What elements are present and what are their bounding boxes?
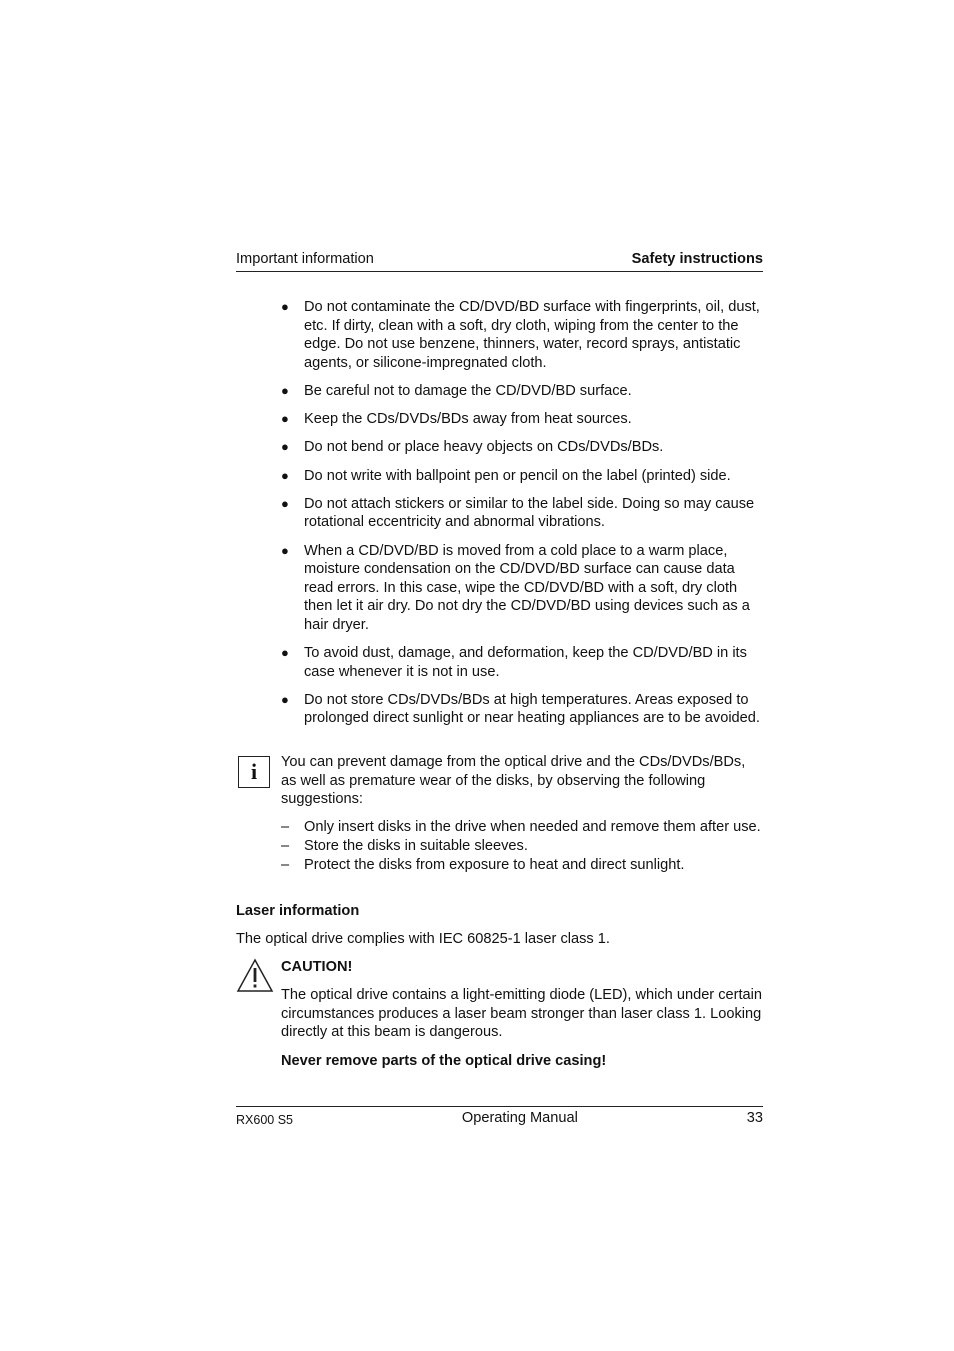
footer-model: RX600 S5 — [236, 1113, 293, 1127]
laser-text: The optical drive complies with IEC 60825-1 laser class 1. — [236, 931, 610, 947]
dash-icon: – — [281, 856, 290, 873]
caution-warning: Never remove parts of the optical drive casing! — [281, 1052, 607, 1069]
list-item: ● Do not bend or place heavy objects on CDs/DVDs/BDs. — [281, 439, 664, 456]
list-item: ● Do not write with ballpoint pen or pencil on the label (printed) side. — [281, 467, 731, 484]
info-note-text: You can prevent damage from the optical drive and the CDs/DVDs/BDs, as well as premature wear of the disks, by observing the following suggestions: — [281, 754, 746, 808]
bullet-icon: ● — [281, 691, 289, 707]
bullet-icon: ● — [281, 495, 289, 511]
laser-heading: Laser information — [236, 903, 360, 919]
bullet-icon: ● — [281, 382, 289, 398]
bullet-icon: ● — [281, 439, 289, 455]
page-footer — [236, 1106, 763, 1130]
manual-page — [236, 248, 763, 1127]
list-item: – Store the disks in suitable sleeves. — [281, 837, 528, 854]
caution-title: CAUTION! — [281, 959, 353, 975]
bullet-icon: ● — [281, 645, 289, 661]
page-header — [236, 248, 763, 272]
dash-icon: – — [281, 837, 290, 854]
header-chapter: Safety instructions — [631, 251, 763, 268]
info-note — [236, 753, 763, 874]
list-item: ● Do not contaminate the CD/DVD/BD surface with fingerprints, oil, dust, etc. If dirty, clean with a soft, dry cloth, wiping from the center to the edge. Do not use benzene, thinners, water, record sprays, antistatic agents, or silicone-impregnated cloth. — [281, 299, 760, 371]
page-number: 33 — [746, 1110, 763, 1126]
list-item: ● Keep the CDs/DVDs/BDs away from heat sources. — [281, 411, 632, 428]
dash-icon: – — [281, 819, 290, 836]
list-item: ● Be careful not to damage the CD/DVD/BD surface. — [281, 382, 632, 399]
suggestion-list — [281, 818, 763, 874]
bullet-icon: ● — [281, 467, 289, 483]
bullet-list — [281, 298, 763, 738]
list-item: – Only insert disks in the drive when needed and remove them after use. — [281, 819, 761, 836]
list-item: – Protect the disks from exposure to heat and direct sunlight. — [281, 856, 685, 873]
caution-block — [236, 958, 763, 1070]
list-item: ● To avoid dust, damage, and deformation, keep the CD/DVD/BD in its case whenever it is not in use. — [281, 645, 747, 680]
list-item: ● Do not attach stickers or similar to the label side. Doing so may cause rotational eccentricity and abnormal vibrations. — [281, 495, 755, 531]
warning-triangle-icon — [236, 958, 274, 994]
list-item: ● Do not store CDs/DVDs/BDs at high temperatures. Areas exposed to prolonged direct sunlight or near heating appliances are to be avoided. — [281, 691, 760, 727]
header-section: Important information — [236, 251, 374, 268]
footer-title: Operating Manual — [461, 1110, 578, 1126]
bullet-icon: ● — [281, 542, 289, 558]
list-item: ● When a CD/DVD/BD is moved from a cold place to a warm place, moisture condensation on the CD/DVD/BD surface can cause data read errors. In this case, wipe the CD/DVD/BD with a soft, dry cloth then let it air dry. Do not dry the CD/DVD/BD using devices such as a hair dryer. — [281, 542, 750, 633]
caution-text: The optical drive contains a light-emitting diode (LED), which under certain circumstances produces a laser beam stronger than laser class 1. Looking directly at this beam is dangerous. — [281, 987, 763, 1041]
bullet-icon: ● — [281, 299, 289, 314]
bullet-icon: ● — [281, 411, 289, 427]
info-icon: i — [238, 756, 270, 788]
